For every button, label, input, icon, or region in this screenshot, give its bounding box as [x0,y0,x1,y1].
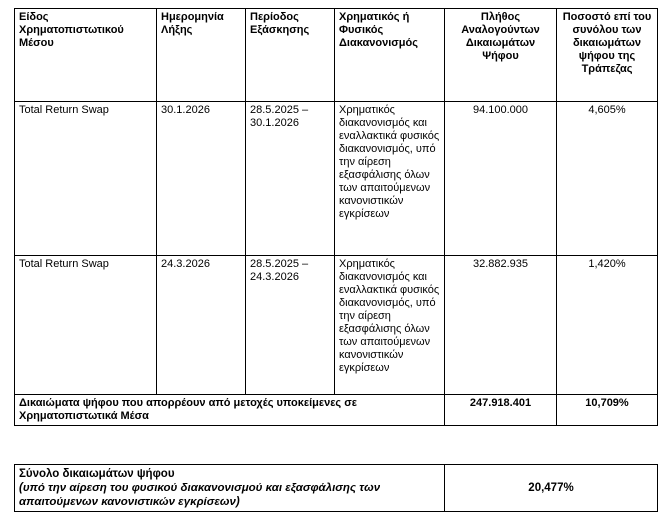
header-settlement: Χρηματικός ή Φυσικός Διακανονισμός [335,9,445,102]
table-header-row [15,9,658,102]
summary-value: 20,477% [445,465,658,512]
cell-expiry: 30.1.2026 [157,102,246,256]
cell-settlement: Χρηματικός διακανονισμός και εναλλακτικά φυσικός διακανονισμός, υπό την αίρεση εξασφάλισης όλων των απαιτούμενων κανονιστικών εγκρίσεων [335,102,445,256]
summary-note: (υπό την αίρεση του φυσικού διακανονισμού και εξασφάλισης των απαιτούμενων κανονιστικών εγκρίσεων) [19,482,381,508]
cell-votes: 32.882.935 [445,256,557,395]
summary-row [15,465,658,512]
summary-title: Σύνολο δικαιωμάτων ψήφου [19,468,175,480]
header-instrument-type: Είδος Χρηματοπιστωτικού Μέσου [15,9,157,102]
header-exercise-period: Περίοδος Εξάσκησης [246,9,335,102]
table-row [15,102,658,256]
cell-votes: 94.100.000 [445,102,557,256]
total-votes: 247.918.401 [445,395,557,426]
header-expiry-date: Ημερομηνία Λήξης [157,9,246,102]
header-voting-rights-count: Πλήθος Αναλογούντων Δικαιωμάτων Ψήφου [445,9,557,102]
cell-settlement: Χρηματικός διακανονισμός και εναλλακτικά φυσικός διακανονισμός, υπό την αίρεση εξασφάλισης όλων των απαιτούμενων κανονιστικών εγκρίσεων [335,256,445,395]
table-row [15,256,658,395]
total-percent: 10,709% [557,395,658,426]
total-label: Δικαιώματα ψήφου που απορρέουν από μετοχές υποκείμενες σε Χρηματοπιστωτικά Μέσα [15,395,445,426]
cell-instrument: Total Return Swap [15,102,157,256]
cell-percent: 1,420% [557,256,658,395]
cell-expiry: 24.3.2026 [157,256,246,395]
summary-label-cell [15,465,445,512]
instruments-table [14,8,658,426]
table-total-row [15,395,658,426]
cell-period: 28.5.2025 – 30.1.2026 [246,102,335,256]
cell-period: 28.5.2025 – 24.3.2026 [246,256,335,395]
header-voting-rights-percent: Ποσοστό επί του συνόλου των δικαιωμάτων ψήφου της Τράπεζας [557,9,658,102]
cell-percent: 4,605% [557,102,658,256]
summary-table [14,464,658,512]
cell-instrument: Total Return Swap [15,256,157,395]
